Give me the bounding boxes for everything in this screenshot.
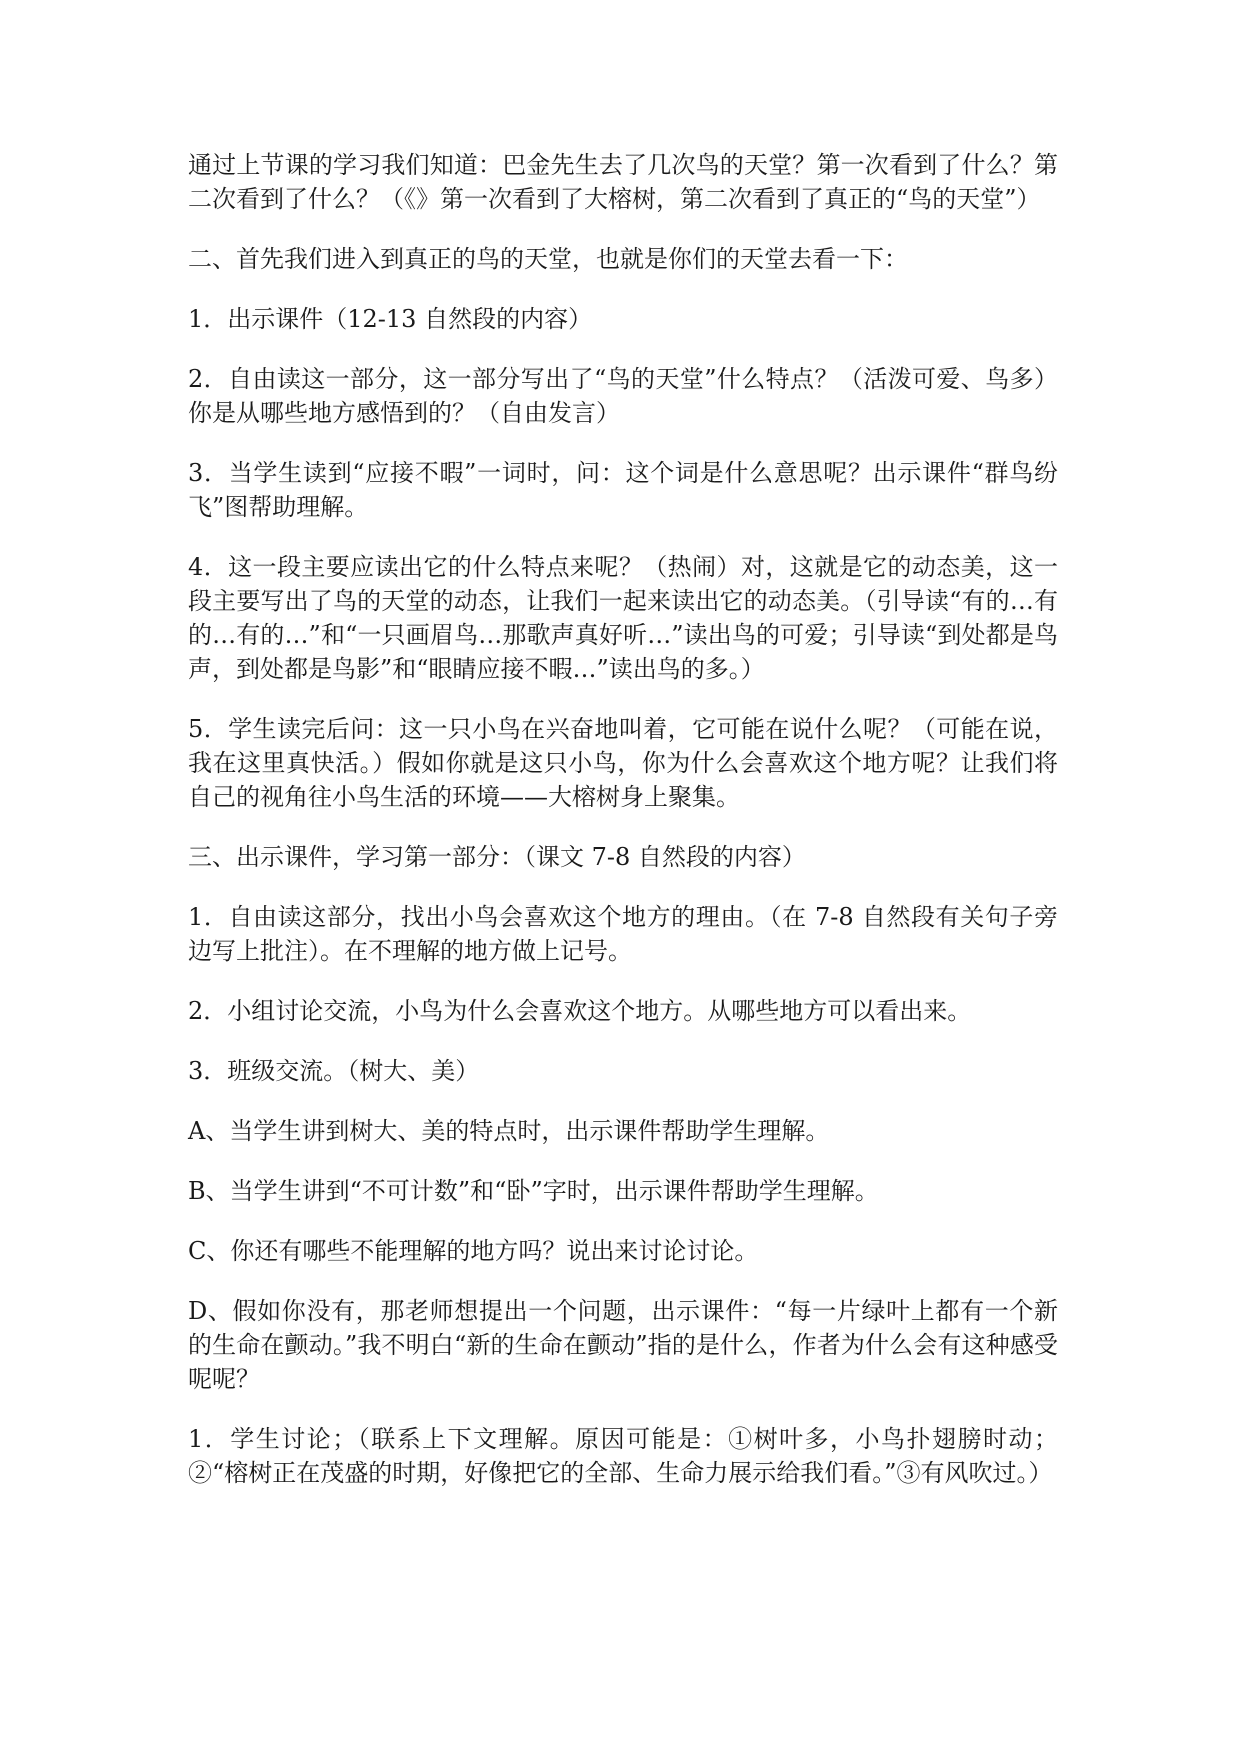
- document-body: [188, 148, 1058, 1516]
- list-item: 5．学生读完后问：这一只小鸟在兴奋地叫着，它可能在说什么呢？（可能在说，我在这里真快活。）假如你就是这只小鸟，你为什么会喜欢这个地方呢？让我们将自己的视角往小鸟生活的环境——大榕树身上聚集。: [188, 715, 1058, 811]
- list-item: 3．班级交流。（树大、美）: [188, 1057, 480, 1085]
- list-item: 3．当学生读到“应接不暇”一词时，问：这个词是什么意思呢？出示课件“群鸟纷飞”图帮助理解。: [188, 459, 1058, 521]
- list-item: A、当学生讲到树大、美的特点时，出示课件帮助学生理解。: [188, 1117, 830, 1145]
- list-item: 1．学生讨论；（联系上下文理解。原因可能是：①树叶多，小鸟扑翅膀时动；②“榕树正在茂盛的时期，好像把它的全部、生命力展示给我们看。”③有风吹过。）: [188, 1425, 1058, 1487]
- list-item: D、假如你没有，那老师想提出一个问题，出示课件：“每一片绿叶上都有一个新的生命在颤动。”我不明白“新的生命在颤动”指的是什么，作者为什么会有这种感受呢呢？: [188, 1297, 1058, 1393]
- list-item: 2．小组讨论交流，小鸟为什么会喜欢这个地方。从哪些地方可以看出来。: [188, 997, 972, 1025]
- section-heading-two: 二、首先我们进入到真正的鸟的天堂，也就是你们的天堂去看一下：: [188, 245, 908, 273]
- list-item: 2．自由读这一部分，这一部分写出了“鸟的天堂”什么特点？（活泼可爱、鸟多）你是从哪些地方感悟到的？（自由发言）: [188, 365, 1058, 427]
- list-item: C、你还有哪些不能理解的地方吗？说出来讨论讨论。: [188, 1237, 759, 1265]
- list-item: 4．这一段主要应读出它的什么特点来呢？（热闹）对，这就是它的动态美，这一段主要写出了鸟的天堂的动态，让我们一起来读出它的动态美。（引导读“有的…有的…有的…”和“一只画眉鸟…那歌声真好听…”读出鸟的可爱；引导读“到处都是鸟声，到处都是鸟影”和“眼睛应接不暇…”读出鸟的多。）: [188, 553, 1058, 683]
- list-item: B、当学生讲到“不可计数”和“卧”字时，出示课件帮助学生理解。: [188, 1177, 879, 1205]
- paragraph-intro-review: 通过上节课的学习我们知道：巴金先生去了几次鸟的天堂？第一次看到了什么？第二次看到了什么？（《》第一次看到了大榕树，第二次看到了真正的“鸟的天堂”）: [188, 151, 1058, 213]
- list-item: 1．自由读这部分，找出小鸟会喜欢这个地方的理由。（在 7-8 自然段有关句子旁边写上批注）。在不理解的地方做上记号。: [188, 903, 1058, 965]
- list-item: 1．出示课件（12-13 自然段的内容）: [188, 305, 593, 333]
- section-heading-three: 三、出示课件，学习第一部分：（课文 7-8 自然段的内容）: [188, 843, 806, 871]
